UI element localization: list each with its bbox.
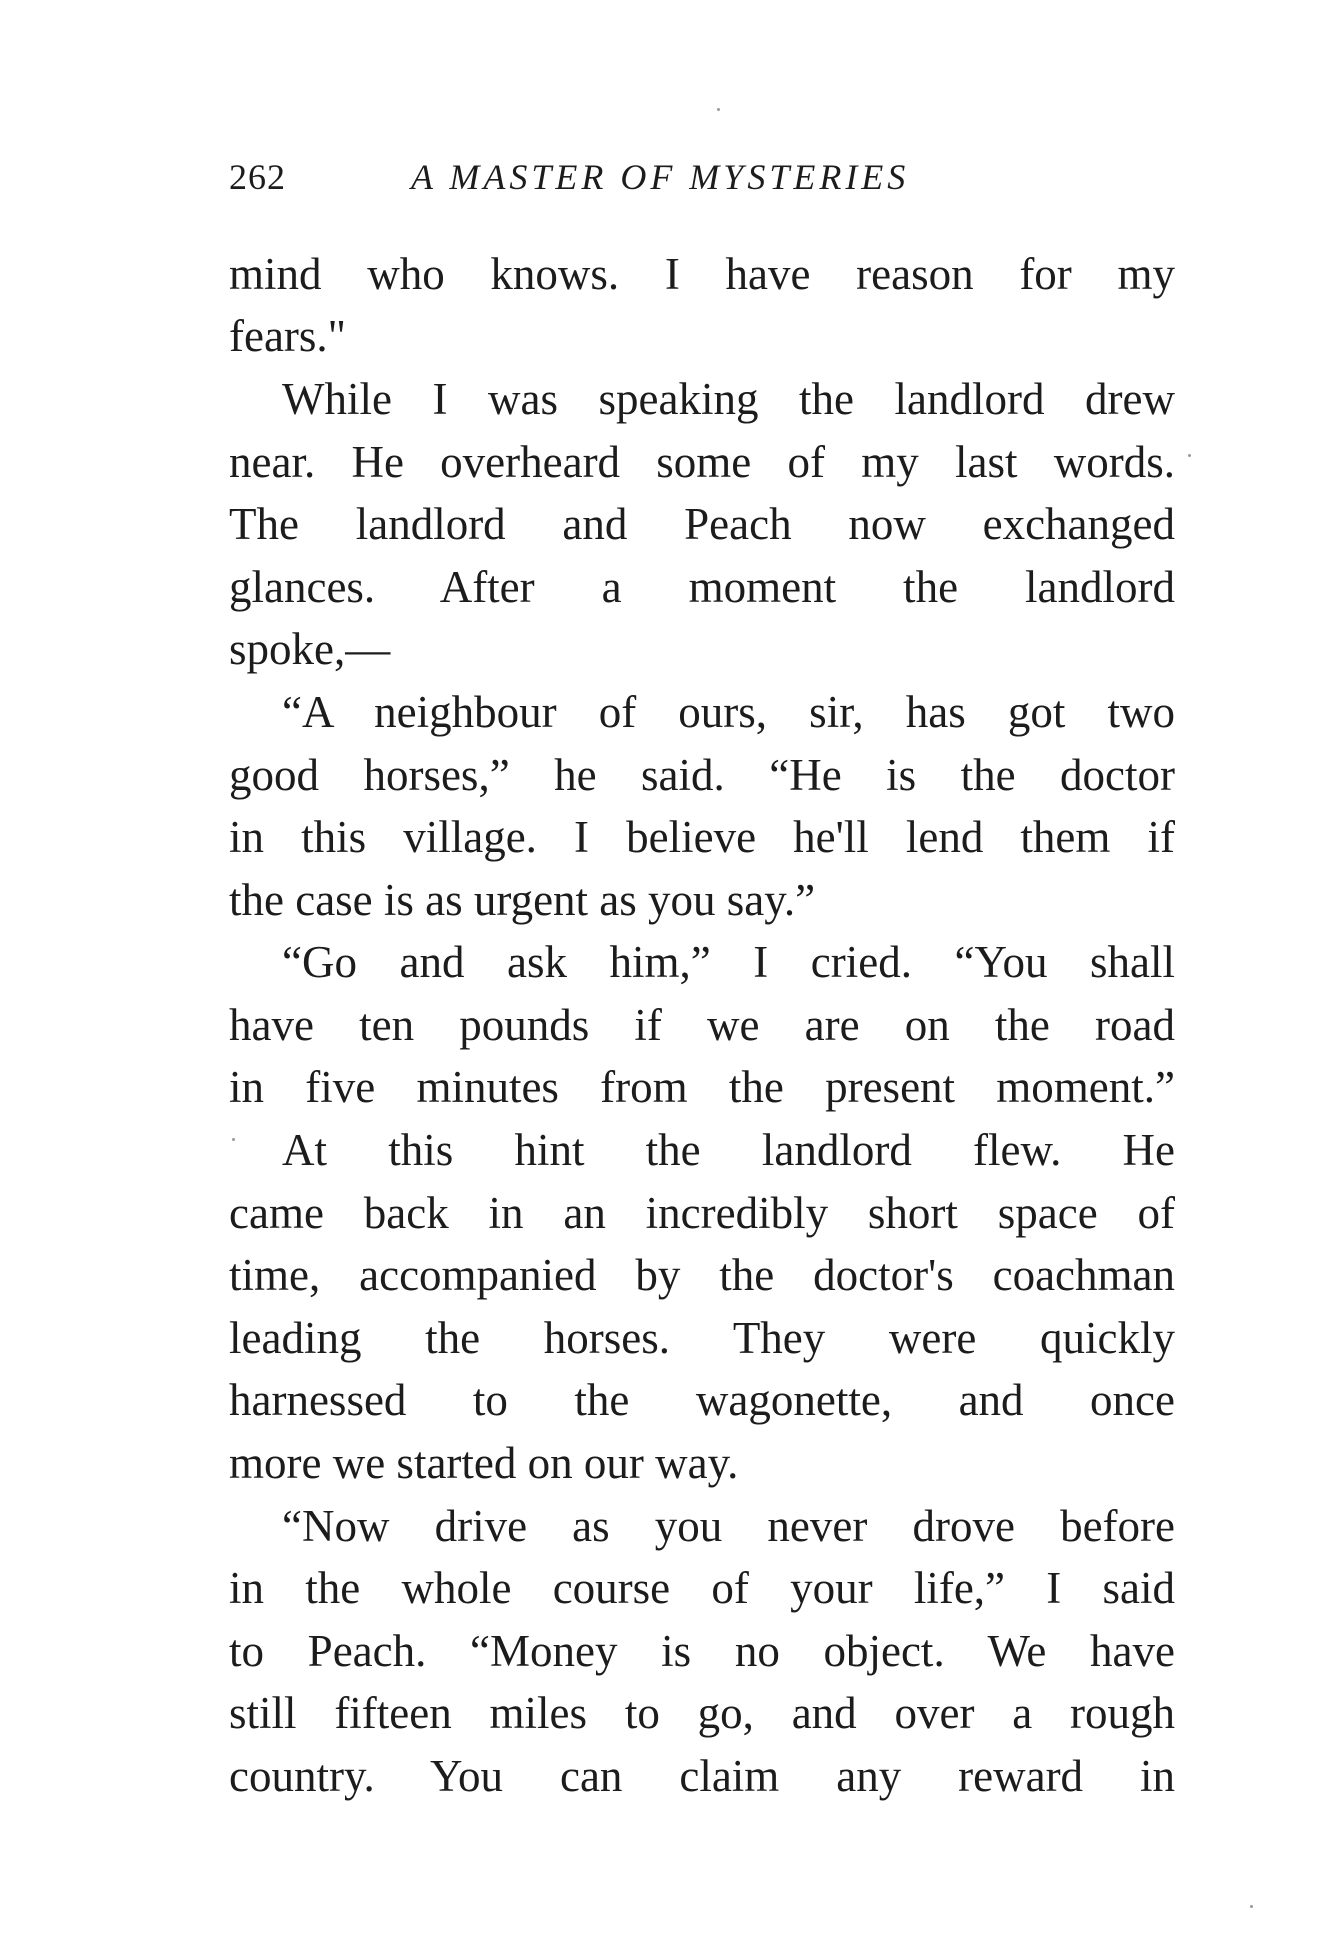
text-line: spoke,— — [229, 624, 391, 674]
text-line: more we started on our way. — [229, 1438, 739, 1488]
text-line: in this village. I believe he'll lend them if — [229, 812, 1175, 862]
paper-speck — [1250, 1905, 1253, 1908]
text-line: “Now drive as you never drove before — [282, 1501, 1175, 1551]
text-line: have ten pounds if we are on the road — [229, 1000, 1175, 1050]
text-line: in five minutes from the present moment.” — [229, 1062, 1175, 1112]
text-line: the case is as urgent as you say.” — [229, 875, 816, 925]
text-line: glances. After a moment the landlord — [229, 562, 1175, 612]
text-line: “Go and ask him,” I cried. “You shall — [282, 937, 1175, 987]
text-line: came back in an incredibly short space of — [229, 1188, 1175, 1238]
text-line: good horses,” he said. “He is the doctor — [229, 750, 1175, 800]
text-line: harnessed to the wagonette, and once — [229, 1375, 1175, 1425]
text-line: country. You can claim any reward in — [229, 1751, 1175, 1801]
text-line: mind who knows. I have reason for my — [229, 249, 1175, 299]
text-line: to Peach. “Money is no object. We have — [229, 1626, 1175, 1676]
paper-speck — [1188, 454, 1191, 457]
text-line: still fifteen miles to go, and over a rough — [229, 1688, 1175, 1738]
text-line: leading the horses. They were quickly — [229, 1313, 1175, 1363]
text-line: At this hint the landlord flew. He — [282, 1125, 1175, 1175]
text-line: While I was speaking the landlord drew — [282, 374, 1175, 424]
text-line: in the whole course of your life,” I said — [229, 1563, 1175, 1613]
text-line: The landlord and Peach now exchanged — [229, 499, 1175, 549]
text-line: near. He overheard some of my last words. — [229, 437, 1175, 487]
text-line: “A neighbour of ours, sir, has got two — [282, 687, 1175, 737]
page-number: 262 — [229, 157, 286, 197]
text-line: time, accompanied by the doctor's coachman — [229, 1250, 1175, 1300]
paper-speck — [717, 108, 720, 111]
paper-speck — [232, 1138, 235, 1141]
running-title: A MASTER OF MYSTERIES — [411, 157, 910, 197]
text-line: fears." — [229, 311, 347, 361]
page-header — [229, 152, 989, 212]
